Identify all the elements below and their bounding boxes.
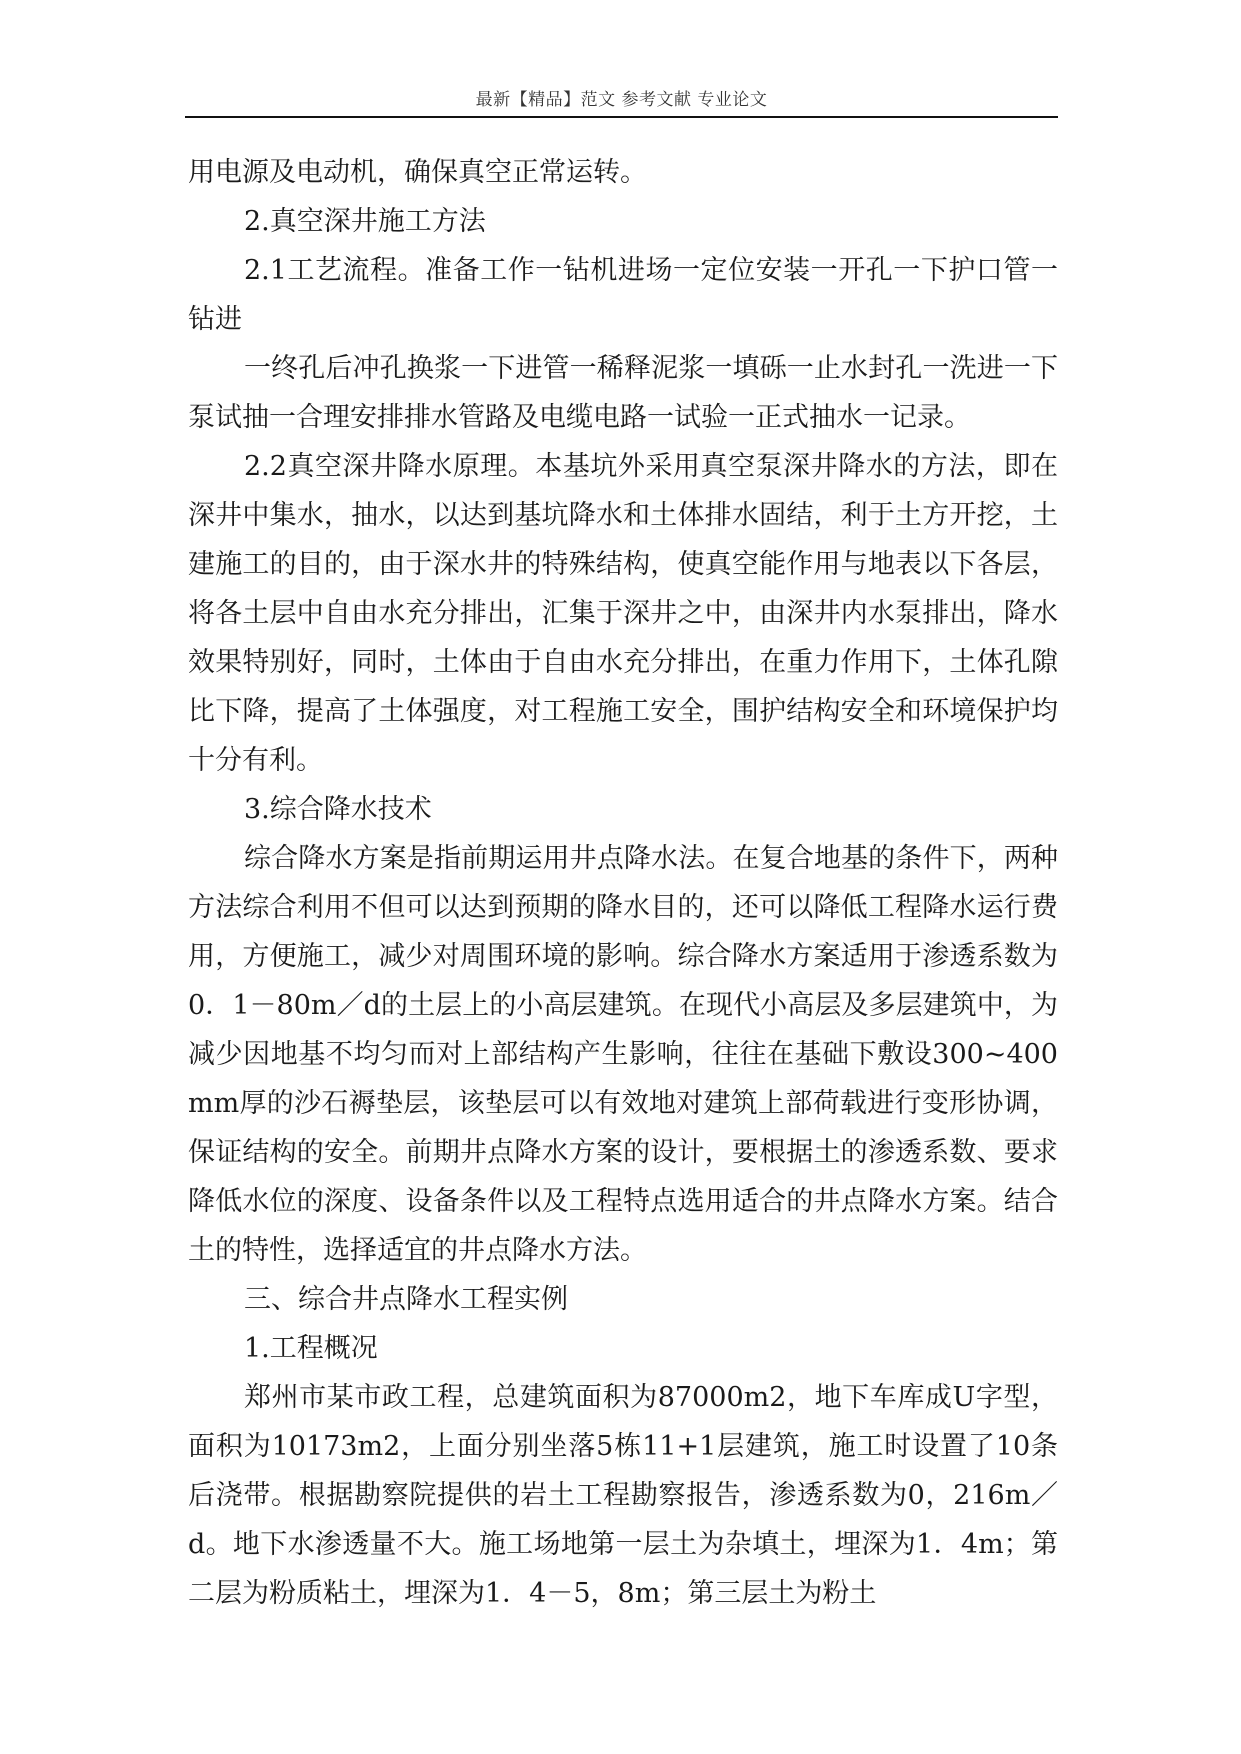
page-header: 最新【精品】范文 参考文献 专业论文 bbox=[185, 86, 1058, 118]
section-heading: 2.真空深井施工方法 bbox=[244, 206, 486, 237]
paragraph: 用电源及电动机，确保真空正常运转。 bbox=[188, 157, 647, 188]
section-heading: 3.综合降水技术 bbox=[244, 794, 432, 825]
section-heading: 1.工程概况 bbox=[244, 1333, 378, 1364]
paragraph: 郑州市某市政工程，总建筑面积为87000m2，地下车库成U字型，面积为10173m2，上面分别坐落5栋11+1层建筑，施工时设置了10条后浇带。根据勘察院提供的岩土工程勘察报告，渗透系数为0，216m／d。地下水渗透量不大。施工场地第一层土为杂填土，埋深为1．4m；第二层为粉质粘土，埋深为1．4－5，8m；第三层土为粉土 bbox=[188, 1382, 1058, 1609]
paragraph: 综合降水方案是指前期运用井点降水法。在复合地基的条件下，两种方法综合利用不但可以达到预期的降水目的，还可以降低工程降水运行费用，方便施工，减少对周围环境的影响。综合降水方案适用于渗透系数为0．1－80m／d的土层上的小高层建筑。在现代小高层及多层建筑中，为减少因地基不均匀而对上部结构产生影响，往往在基础下敷设300~400mm厚的沙石褥垫层，该垫层可以有效地对建筑上部荷载进行变形协调，保证结构的安全。前期井点降水方案的设计，要根据土的渗透系数、要求降低水位的深度、设备条件以及工程特点选用适合的井点降水方案。结合土的特性，选择适宜的井点降水方法。 bbox=[188, 843, 1058, 1266]
section-heading: 三、综合井点降水工程实例 bbox=[244, 1284, 568, 1315]
paragraph: 2.2真空深井降水原理。本基坑外采用真空泵深井降水的方法，即在深井中集水，抽水，以达到基坑降水和土体排水固结，利于土方开挖，土建施工的目的，由于深水井的特殊结构，使真空能作用与地表以下各层，将各土层中自由水充分排出，汇集于深井之中，由深井内水泵排出，降水效果特别好，同时，土体由于自由水充分排出，在重力作用下，土体孔隙比下降，提高了土体强度，对工程施工安全，围护结构安全和环境保护均十分有利。 bbox=[188, 451, 1058, 776]
paragraph: 一终孔后冲孔换浆一下进管一稀释泥浆一填砾一止水封孔一洗进一下泵试抽一合理安排排水管路及电缆电路一试验一正式抽水一记录。 bbox=[188, 353, 1058, 433]
paragraph: 2.1工艺流程。准备工作一钻机进场一定位安装一开孔一下护口管一钻进 bbox=[188, 255, 1058, 335]
document-body bbox=[188, 148, 1058, 1618]
